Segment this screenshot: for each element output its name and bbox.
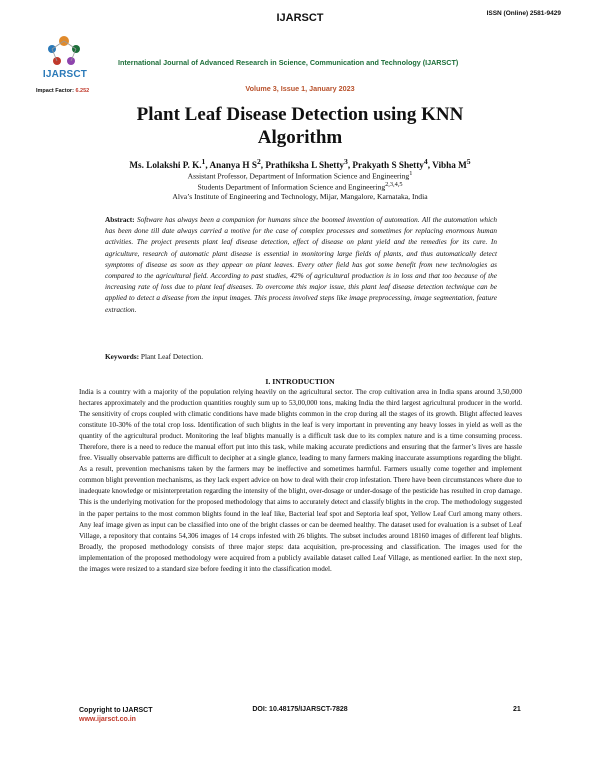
affiliation-1-text: Assistant Professor, Department of Information Science and Engineering [187, 171, 410, 181]
abstract-text: Software has always been a companion for humans since the boomed invention of automation. All the automation which has been done till date always carried a motive for the case of complex processes and sometimes for replacing enormous human activities. The project presents plant leaf disease detection, effect of disease on plant yield and the remedies for its cure. In agriculture, research of automatic plant disease is essential in monitoring large fields of plants, and thus automatically detect symptoms of disease as soon as they appear on plant leaves. Every other field has got some benefit from new technologies as compared to the agricultural field. According to past studies, 42% of agricultural production is in loss and that too because of the increasing rate of loss due to plant leaf diseases. To overcome this major issue, this plant leaf disease detection technique can be applied to detect a disease from the input images. This process involved steps like image preprocessing, image segmentation, feature extraction. [105, 215, 498, 314]
author-name: Prakyath S Shetty [352, 160, 424, 171]
footer-doi: DOI: 10.48175/IJARSCT-7828 [252, 706, 348, 713]
keywords-label: Keywords: [105, 352, 140, 361]
impact-value: 6.252 [75, 88, 90, 94]
author-sup: 2 [256, 157, 261, 166]
author-sup: 5 [466, 157, 471, 166]
logo-text: IJARSCT [42, 69, 88, 80]
affiliation-2-sup: 2,3,4,5 [385, 181, 403, 188]
introduction-body: India is a country with a majority of the population relying heavily on the agricultural sector. The crop cultivation area in India spans around 3,50,000 hectares approximately and the production quantities roughly sum up to 53,00,000 tons, making India the third largest agricultural producer in the world. The sensitivity of crops coupled with climatic conditions have made blights common in the crop during all the stages of its growth. Blight affected leaves constitute 10-30% of the total crop loss. Identification of such blights in the leaf is very important in preventing any heavy losses in yield as well as the quantity of the agricultural product. Monitoring the leaf blights manually is a difficult task due to its complex nature and is a time consuming process. Therefore, there is a need to reduce the manual effort put into this task, while making accurate predictions and ensuring that the farmer’s lives are hassle free. Visually observable patterns are difficult to decipher at a single glance, leading to many farmers making inaccurate assumptions regarding the blight. As a result, prevention mechanisms taken by the farmers may be ineffective and sometimes harmful. Farmers usually come together and implement common blight prevention mechanisms, as they lack expert advice on how to deal with their crop infestation. There have been circumstances where due to inadequate knowledge or misinterpretation regarding the intensity of the blight, over-dosage or under-dosage of the pesticide has resulted in crop damage. This is the underlying motivation for the proposed methodology that aims to accurately detect and classify blights in the crop. The methodology suggested in the paper pertains to the most common blights found in the leaf like, Bacterial leaf spot and Septoria leaf spot, Yellow Leaf Curl among many others. Any leaf image given as input can be classified into one of the bright classes or can be deemed healthy. The dataset used for evaluation is a subset of Leaf Village, a repository that contains 54,306 images of 14 crops infested with 26 blights. The subset includes around 18160 images of different leaf blights. Broadly, the proposed methodology consists of three major steps: data acquisition, pre-processing and classification. The images used for the implementation of the proposed methodology were acquired from a publicly available dataset called Leaf Village, as mentioned earlier. In the next step, the images were resized to a standard size before feeding it into the classification model. [79, 388, 522, 573]
footer-url[interactable]: www.ijarsct.co.in [79, 716, 136, 723]
keywords [105, 352, 203, 361]
author-sup: 4 [423, 157, 428, 166]
affiliation-1 [0, 170, 600, 181]
title-line-2: Algorithm [257, 127, 343, 148]
affiliation-2 [0, 181, 600, 192]
paper-title [0, 103, 600, 149]
title-line-1: Plant Leaf Disease Detection using KNN [136, 104, 464, 125]
author-sup: 3 [344, 157, 348, 166]
section-title: I. INTRODUCTION [265, 377, 335, 386]
authors: Ms. Lolakshi P. K.$^1$, Ananya H $S^2$, Prathiksha L Shetty$^3$, Prakyath S Shetty$^4$, Vibha $M^5$ [129, 157, 471, 171]
author-name: Prathiksha L Shetty [265, 160, 344, 171]
affiliation-1-sup: 1 [409, 170, 413, 177]
keywords-text: Plant Leaf Detection. [140, 352, 204, 361]
impact-label: Impact Factor: [36, 88, 74, 94]
author-name: Vibha M [432, 160, 467, 171]
footer-copyright: Copyright to IJARSCT [79, 707, 153, 714]
abstract [105, 214, 497, 315]
page-number: 21 [513, 706, 521, 713]
volume-issue: Volume 3, Issue 1, January 2023 [245, 84, 355, 93]
journal-name: IJARSCT [276, 12, 324, 24]
journal-logo [40, 33, 88, 67]
issn: ISSN (Online) 2581-9429 [486, 10, 561, 17]
affiliation-3: Alva’s Institute of Engineering and Technology, Mijar, Mangalore, Karnataka, India [172, 192, 428, 201]
abstract-label: Abstract: [105, 215, 135, 224]
affiliation-2-text: Students Department of Information Science and Engineering [197, 182, 386, 192]
journal-full-name: International Journal of Advanced Research in Science, Communication and Technology (IJARSCT) [118, 58, 459, 67]
author-sup: 1 [201, 157, 206, 166]
author-name: Ms. Lolakshi P. K. [129, 160, 202, 171]
author-name: Ananya H S [209, 160, 257, 171]
